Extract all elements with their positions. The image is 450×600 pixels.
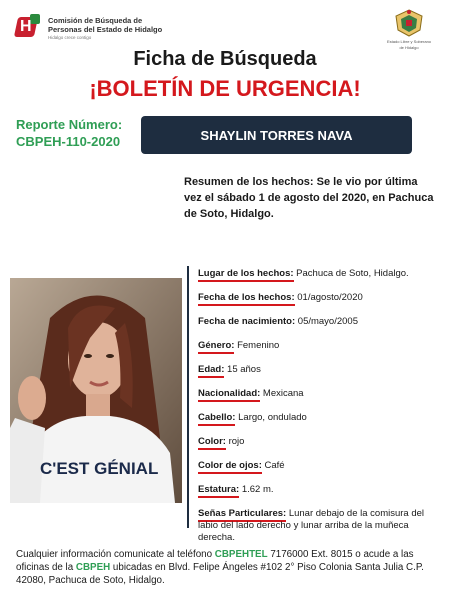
detail-value: Café [261, 460, 285, 471]
detail-row-edad [198, 364, 438, 388]
detail-row-cabello [198, 412, 438, 436]
detail-value: 15 años [224, 364, 261, 375]
footer-text-3: ubicadas en Blvd. Felipe Ángeles #102 2° Piso Colonia Santa Julia C.P. 42080, Pachuca de Soto, Hidalgo. [16, 562, 424, 586]
seal-caption-2: de Hidalgo [399, 45, 419, 50]
detail-row-estatura [198, 484, 438, 508]
detail-value: 1.62 m. [239, 484, 274, 495]
detail-label: Edad: [198, 364, 224, 378]
detail-label: Señas Particulares: [198, 508, 286, 522]
state-seal [386, 8, 432, 50]
person-name: SHAYLIN TORRES NAVA [200, 127, 353, 143]
detail-row-senas [198, 508, 438, 548]
person-name-banner [141, 116, 412, 154]
detail-label: Lugar de los hechos: [198, 268, 294, 282]
report-label: Reporte Número: [16, 117, 123, 132]
detail-value: 05/mayo/2005 [295, 316, 358, 327]
detail-row-lugar [198, 268, 438, 292]
footer-text-1: Cualquier información comunicate al teléfono [16, 549, 215, 560]
organization-name [48, 16, 162, 40]
office-label: CBPEH [75, 562, 111, 573]
detail-label: Color: [198, 436, 226, 450]
seal-caption-1: Estado Libre y Soberano [386, 39, 432, 44]
detail-row-fecha-hechos [198, 292, 438, 316]
detail-label: Cabello: [198, 412, 235, 426]
detail-value: rojo [225, 436, 245, 447]
missing-person-photo [10, 278, 182, 503]
detail-label: Género: [198, 340, 234, 354]
detail-row-color-ojos [198, 460, 438, 484]
detail-label: Color de ojos: [198, 460, 262, 474]
detail-label: Nacionalidad: [198, 388, 260, 402]
detail-row-color [198, 436, 438, 460]
hidalgo-logo-icon: H [16, 14, 42, 40]
footer-text-2: 7176000 Ext. 8015 o acude a las oficinas de la [16, 549, 414, 573]
person-details [198, 268, 438, 548]
coat-of-arms-icon [392, 8, 426, 38]
report-id: CBPEH-110-2020 [16, 134, 121, 149]
detail-value: Mexicana [260, 388, 304, 399]
details-divider [187, 266, 189, 528]
detail-value: 01/agosto/2020 [294, 292, 363, 303]
page-title: Ficha de Búsqueda [133, 48, 317, 70]
org-slogan: Hidalgo crece contigo [48, 35, 92, 40]
report-number [16, 116, 122, 150]
organization-header [16, 14, 162, 40]
detail-label: Estatura: [198, 484, 239, 498]
portrait-image [10, 278, 182, 503]
incident-summary: Resumen de los hechos: Se le vio por última vez el sábado 1 de agosto del 2020, en Pachuca de Soto, Hidalgo. [184, 176, 434, 220]
detail-value: Femenino [234, 340, 280, 351]
detail-value: Pachuca de Soto, Hidalgo. [293, 268, 409, 279]
detail-label: Fecha de nacimiento: [198, 316, 296, 327]
detail-value: Largo, ondulado [235, 412, 307, 423]
phone-label: CBPEHTEL [214, 549, 268, 560]
shirt-print-text: C'EST GÉNIAL [40, 459, 159, 478]
org-line-1: Comisión de Búsqueda de [48, 16, 143, 25]
contact-footer [16, 548, 436, 587]
urgent-bulletin-title: ¡BOLETÍN DE URGENCIA! [89, 76, 361, 101]
org-line-2: Personas del Estado de Hidalgo [48, 25, 163, 34]
detail-row-nacionalidad [198, 388, 438, 412]
detail-row-fecha-nacimiento [198, 316, 438, 340]
detail-row-genero [198, 340, 438, 364]
detail-value: Lunar debajo de la comisura del labio del lado derecho y lunar arriba de la muñeca derecha. [198, 508, 425, 543]
detail-label: Fecha de los hechos: [198, 292, 295, 306]
